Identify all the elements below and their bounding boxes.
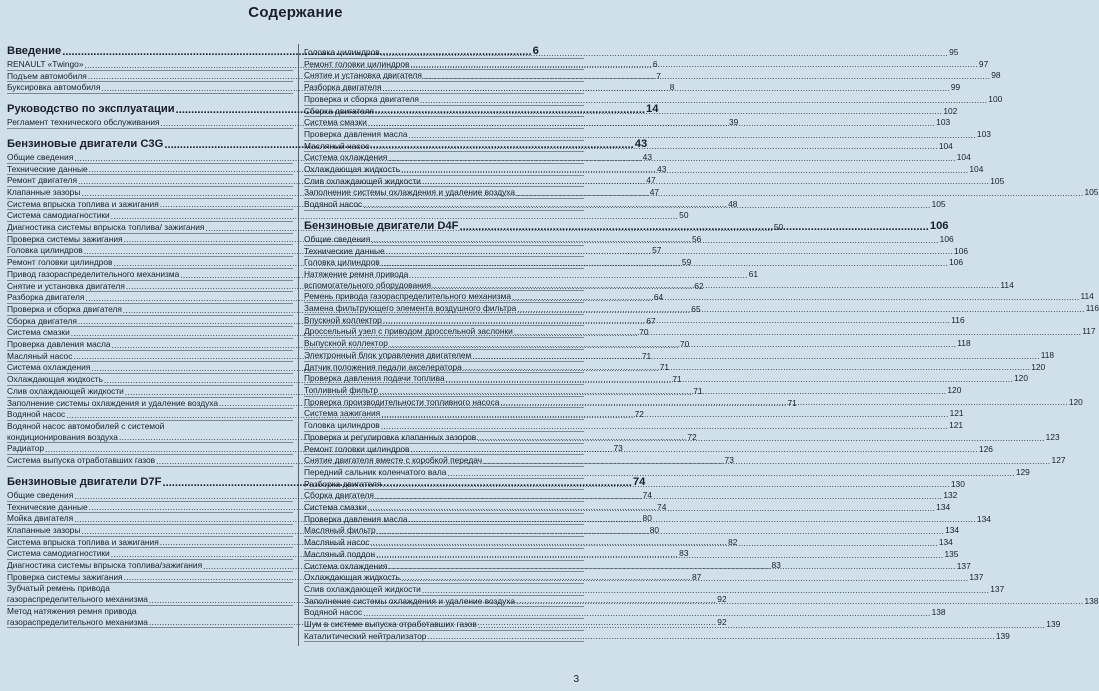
entry-title-continued: газораспределительного механизма [7, 594, 148, 605]
entry-page: 70 [679, 339, 690, 350]
entry-title: Шум в системе выпуска отработавших газов [304, 619, 477, 630]
entry-page: 70 [639, 327, 649, 338]
entry-title: Система впрыска топлива и зажигания [7, 198, 159, 209]
section-title: Руководство по эксплуатации [7, 103, 175, 116]
entry-page: 83 [771, 560, 781, 571]
entry-title: Разборка двигателя [304, 478, 382, 489]
entry-title: Система охлаждения [304, 560, 388, 571]
entry-title: Слив охлаждающей жидкости [304, 175, 421, 186]
entry-title: Система зажигания [304, 408, 381, 419]
toc-entry [304, 607, 946, 619]
dot-leader [382, 83, 949, 93]
section-page: 106 [929, 219, 949, 232]
entry-page: 95 [949, 47, 959, 57]
entry-title: Система впрыска топлива и зажигания [7, 536, 159, 547]
dot-leader [411, 59, 978, 69]
entry-page: 99 [950, 82, 961, 93]
entry-title: Система выпуска отработавших газов [7, 455, 156, 466]
entry-title: Головка цилиндров [7, 245, 83, 256]
entry-title: Система самодиагностики [7, 210, 110, 221]
entry-title: Слив охлаждающей жидкости [7, 385, 124, 396]
entry-title: Головка цилиндров [304, 420, 380, 431]
entry-page: 80 [642, 513, 652, 524]
entry-title: Проверка давления масла [304, 513, 408, 524]
entry-title: Головка цилиндров [304, 47, 380, 57]
entry-title-continued: вспомогательного оборудования [304, 279, 431, 290]
entry-page: 73 [613, 443, 623, 454]
toc-entry [304, 47, 959, 59]
dot-leader [422, 585, 989, 595]
entry-page: 104 [969, 164, 984, 175]
entry-title: Диагностика системы впрыска топлива/зажигания [7, 560, 203, 571]
entry-page: 67 [646, 315, 656, 326]
entry-page: 74 [657, 501, 667, 512]
entry-title: Водяной насос [304, 199, 363, 210]
entry-page: 120 [1014, 373, 1028, 384]
section-title: Введение [7, 45, 62, 57]
entry-page: 117 [1082, 326, 1096, 337]
entry-page: 123 [1045, 431, 1060, 442]
entry-title: Система охлаждения [7, 362, 91, 373]
page-title: Содержание [248, 4, 343, 21]
toc-entry [304, 420, 964, 432]
dot-leader [432, 280, 999, 290]
entry-page: 92 [717, 594, 727, 605]
dot-leader [363, 608, 930, 618]
entry-page: 138 [1084, 595, 1099, 606]
dot-leader [478, 620, 1045, 630]
entry-title: Масляный насос [304, 537, 370, 548]
entry-page: 43 [642, 151, 652, 162]
entry-page: 47 [646, 175, 656, 186]
entry-title: Проверка и сборка двигателя [304, 93, 419, 104]
dot-leader [401, 573, 968, 583]
entry-title: Проверка производительности топливного насоса [304, 396, 500, 407]
entry-title: Замена фильтрующего элемента воздушного фильтра [304, 303, 517, 314]
entry-page: 103 [976, 128, 991, 139]
dot-leader [516, 188, 1083, 198]
entry-page: 114 [1000, 279, 1014, 290]
entry-page: 74 [642, 489, 652, 500]
dot-leader [389, 339, 956, 349]
entry-title-continued: кондиционирования воздуха [7, 431, 118, 442]
entry-page: 48 [728, 198, 738, 209]
entry-title: Охлаждающая жидкость [7, 374, 103, 385]
entry-page: 134 [945, 525, 960, 536]
entry-title: Технические данные [7, 163, 88, 174]
dot-leader [388, 153, 955, 163]
dot-leader [371, 235, 938, 245]
entry-title: Привод газораспределительного механизма [7, 268, 180, 279]
section-page: 43 [634, 137, 648, 150]
entry-page: 47 [649, 186, 660, 197]
entry-title: Водяной насос [304, 607, 363, 618]
dot-leader [447, 468, 1014, 478]
entry-page: 65 [691, 303, 701, 314]
entry-page: 120 [1068, 396, 1083, 407]
toc-entry [304, 58, 989, 71]
entry-title: Водяной насос автомобилей с системой [7, 420, 165, 431]
dot-leader [368, 118, 935, 128]
dot-leader [409, 514, 976, 524]
entry-page: 105 [1084, 187, 1099, 198]
toc-entry [304, 93, 1003, 106]
entry-page: 120 [947, 384, 962, 395]
dot-leader [422, 176, 989, 186]
entry-title: Масляный насос [7, 350, 73, 361]
dot-leader [483, 456, 1050, 466]
dot-leader [381, 421, 948, 431]
entry-page: 137 [990, 583, 1005, 594]
entry-page: 72 [634, 409, 644, 420]
entry-title: Мойка двигателя [7, 513, 74, 524]
entry-title: Общие сведения [304, 233, 371, 244]
entry-page: 102 [943, 105, 958, 116]
entry-title: Радиатор [7, 443, 45, 454]
dot-leader [370, 538, 937, 548]
toc-entry [304, 128, 991, 141]
entry-page: 129 [1015, 466, 1030, 477]
dot-leader [381, 48, 948, 58]
entry-page: 130 [950, 478, 965, 489]
entry-page: 71 [693, 385, 703, 396]
entry-title: Диагностика системы впрыска топлива/ зажигания [7, 222, 205, 233]
entry-title: Охлаждающая жидкость [304, 572, 400, 583]
entry-title: Клапанные зазоры [7, 186, 81, 197]
entry-title: Регламент технического обслуживания [7, 117, 160, 128]
entry-title: Масляный фильтр [304, 525, 376, 536]
dot-leader [368, 503, 935, 513]
entry-title: Сборка двигателя [304, 105, 374, 116]
entry-page: 87 [691, 571, 702, 582]
entry-title: Выпускной коллектор [304, 338, 388, 349]
entry-title: Общие сведения [7, 151, 74, 162]
entry-page: 121 [949, 408, 964, 419]
entry-title: Сборка двигателя [304, 490, 374, 501]
entry-page: 106 [939, 233, 954, 244]
toc-entry [304, 630, 1010, 643]
toc-entry [304, 466, 1030, 479]
entry-page: 106 [949, 257, 964, 268]
entry-page: 82 [728, 536, 738, 547]
entry-page: 83 [679, 548, 689, 559]
entry-page: 116 [1085, 303, 1099, 314]
entry-title: Заполнение системы охлаждения и удаление воздуха [7, 397, 219, 408]
dot-leader [477, 433, 1044, 443]
dot-leader [383, 315, 950, 325]
entry-title: Проверка системы зажигания [7, 571, 123, 582]
entry-title: Клапанные зазоры [7, 524, 81, 535]
entry-page: 139 [1046, 619, 1061, 630]
entry-title: Буксировка автомобиля [7, 82, 101, 93]
entry-page: 137 [956, 560, 971, 571]
dot-leader [386, 246, 953, 256]
entry-page: 56 [691, 233, 702, 244]
entry-title: Ремонт головки цилиндров [7, 257, 113, 268]
entry-page: 132 [943, 490, 958, 501]
entry-page: 98 [991, 70, 1001, 81]
entry-page: 50 [773, 222, 784, 233]
entry-page: 105 [931, 199, 946, 210]
dot-leader [379, 386, 946, 396]
entry-title: Масляный поддон [304, 548, 376, 559]
entry-page: 106 [954, 245, 969, 256]
entry-page: 92 [717, 616, 727, 627]
dot-leader [381, 258, 948, 268]
entry-title: Впускной коллектор [304, 314, 382, 325]
toc-entry [304, 583, 1005, 596]
entry-page: 8 [669, 82, 675, 93]
entry-page: 114 [1080, 291, 1094, 302]
dot-leader [500, 397, 1067, 407]
entry-title: Каталитический нейтрализатор [304, 630, 427, 641]
entry-page: 71 [787, 397, 797, 408]
entry-title: Проверка и регулировка клапанных зазоров [304, 431, 477, 442]
dot-leader [375, 106, 942, 116]
entry-title: Проверка давления масла [304, 128, 408, 139]
entry-page: 103 [936, 117, 951, 128]
entry-page: 104 [956, 152, 971, 163]
entry-page: 139 [995, 630, 1010, 641]
entry-title: Сборка двигателя [7, 315, 77, 326]
entry-title: Проверка системы зажигания [7, 233, 123, 244]
entry-page: 121 [949, 420, 964, 431]
dot-leader [459, 221, 928, 233]
entry-page: 104 [938, 140, 953, 151]
entry-page: 71 [659, 362, 670, 373]
entry-title: Снятие и установка двигателя [304, 70, 422, 81]
entry-title: Технические данные [7, 501, 88, 512]
entry-title: Заполнение системы охлаждения и удаление воздуха [304, 595, 516, 606]
entry-title: Ремень привода газораспределительного механизма [304, 291, 512, 302]
entry-title: Система охлаждения [304, 152, 388, 163]
dot-leader [382, 479, 949, 489]
dot-leader [409, 130, 976, 140]
dot-leader [375, 491, 942, 501]
entry-page: 137 [969, 572, 984, 583]
entry-title: Натяжение ремня привода [304, 268, 409, 279]
dot-leader [472, 351, 1039, 361]
toc-entry [304, 70, 1001, 82]
dot-leader [411, 444, 978, 454]
toc-entry [7, 210, 689, 222]
section-page: 14 [645, 103, 659, 116]
entry-title: Масляный насос [304, 140, 370, 151]
entry-title: Разборка двигателя [7, 292, 85, 303]
page-number: 3 [573, 674, 579, 685]
entry-page: 7 [656, 70, 661, 81]
entry-title: Подъем автомобиля [7, 70, 87, 81]
entry-title: Система смазки [304, 502, 367, 513]
entry-title: Ремонт головки цилиндров [304, 443, 410, 454]
dot-leader [512, 292, 1079, 302]
entry-page: 39 [728, 117, 739, 128]
dot-leader [517, 304, 1084, 314]
entry-page: 134 [936, 502, 951, 513]
dot-leader [420, 95, 987, 105]
dot-leader [514, 327, 1081, 337]
entry-title: Дроссельный узел с приводом дроссельной заслонки [304, 326, 513, 337]
entry-title: Зубчатый ремень привода [7, 583, 110, 594]
entry-page: 118 [957, 338, 971, 349]
dot-leader [427, 631, 994, 641]
section-page: 6 [532, 45, 539, 57]
entry-page: 72 [687, 431, 697, 442]
entry-title: Система самодиагностики [7, 548, 110, 559]
entry-title: Заполнение системы охлаждения и удаление воздуха [304, 187, 516, 198]
dot-leader [388, 561, 955, 571]
entry-page: 43 [657, 163, 667, 174]
entry-page: 6 [652, 59, 658, 69]
entry-page: 120 [1031, 361, 1046, 372]
entry-title: Топливный фильтр [304, 384, 378, 395]
entry-page: 126 [978, 443, 993, 454]
entry-page: 73 [724, 455, 734, 466]
entry-page: 134 [938, 537, 953, 548]
entry-page: 61 [748, 268, 759, 279]
entry-title: Водяной насос [7, 409, 66, 420]
dot-leader [423, 71, 990, 81]
entry-page: 118 [1040, 349, 1055, 360]
section-title: Бензиновые двигатели D7F [7, 475, 162, 488]
entry-title: Снятие и установка двигателя [7, 280, 125, 291]
entry-title: RENAULT «Twingo» [7, 59, 84, 69]
entry-page: 64 [653, 292, 664, 303]
entry-title: Головка цилиндров [304, 257, 380, 268]
entry-title: Общие сведения [7, 489, 74, 500]
dot-leader [381, 409, 948, 419]
entry-page: 62 [694, 280, 704, 291]
entry-title: Снятие двигателя вместе с коробкой передач [304, 455, 483, 466]
entry-page: 57 [652, 245, 662, 256]
entry-title: Технические данные [304, 245, 385, 256]
entry-page: 97 [978, 58, 989, 69]
entry-page: 138 [931, 607, 946, 618]
entry-title: Система смазки [304, 117, 367, 128]
entry-title: Ремонт двигателя [7, 175, 77, 186]
dot-leader [377, 526, 944, 536]
dot-leader [516, 596, 1083, 606]
entry-page: 59 [681, 257, 692, 268]
dot-leader [370, 141, 937, 151]
dot-leader [401, 165, 968, 175]
entry-title: Передний сальник коленчатого вала [304, 466, 447, 477]
entry-page: 127 [1051, 455, 1066, 466]
entry-title: Разборка двигателя [304, 82, 382, 93]
entry-title: Метод натяжения ремня привода [7, 605, 137, 616]
entry-title: Охлаждающая жидкость [304, 164, 400, 175]
entry-title: Электронный блок управления двигателем [304, 349, 472, 360]
entry-page: 134 [976, 513, 991, 524]
dot-leader [446, 374, 1013, 384]
entry-page: 105 [990, 175, 1005, 186]
section-title: Бензиновые двигатели D4F [304, 219, 459, 232]
dot-leader [363, 200, 930, 210]
section-page: 74 [632, 475, 646, 488]
entry-title: Ремонт головки цилиндров [304, 58, 410, 69]
toc-entry [304, 82, 961, 94]
entry-title: Проверка и сборка двигателя [7, 303, 122, 314]
entry-title: Проверка давления подачи топлива [304, 373, 445, 384]
entry-page: 80 [649, 524, 660, 535]
entry-title: Слив охлаждающей жидкости [304, 583, 421, 594]
section-title: Бензиновые двигатели C3G [7, 137, 164, 150]
entry-title: Датчик положения педали акселератора [304, 361, 462, 372]
entry-page: 116 [951, 314, 965, 325]
dot-leader [463, 362, 1030, 372]
entry-page: 71 [641, 350, 652, 361]
entry-page: 71 [672, 374, 682, 385]
entry-page: 135 [944, 548, 959, 559]
entry-page: 100 [988, 93, 1003, 104]
entry-page: 50 [679, 210, 689, 221]
entry-title: Система смазки [7, 327, 70, 338]
dot-leader [376, 550, 943, 560]
entry-title: Проверка давления масла [7, 339, 111, 350]
entry-title-continued: газораспределительного механизма [7, 616, 148, 627]
